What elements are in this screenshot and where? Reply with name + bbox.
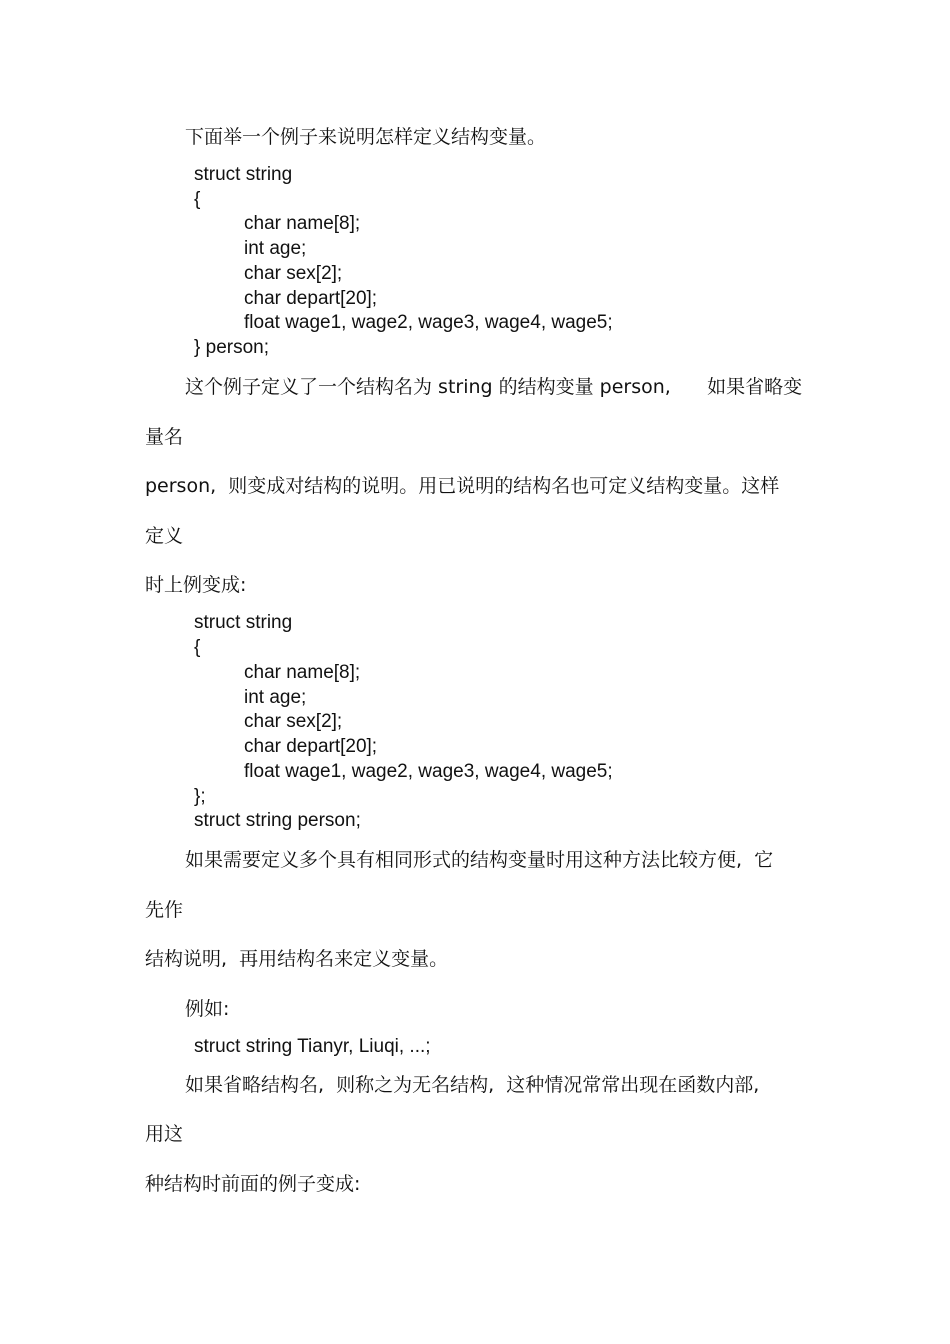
paragraph-line: 如果省略结构名, 则称之为无名结构, 这种情况常常出现在函数内部, [185, 1074, 760, 1096]
code-line: }; [194, 786, 206, 807]
paragraph-line: 如果需要定义多个具有相同形式的结构变量时用这种方法比较方便, 它 [185, 849, 774, 871]
code-line: int age; [244, 238, 307, 259]
intro-text: 下面举一个例子来说明怎样定义结构变量。 [185, 126, 547, 148]
code-line: struct string person; [194, 810, 361, 831]
code-line: char name[8]; [244, 213, 361, 234]
code-line: char sex[2]; [244, 263, 343, 284]
code-line: char name[8]; [244, 662, 361, 683]
code-line: float wage1, wage2, wage3, wage4, wage5; [244, 761, 613, 782]
paragraph-line: 用这 [145, 1123, 184, 1145]
paragraph-line: 定义 [145, 525, 184, 547]
code-line: char sex[2]; [244, 711, 343, 732]
paragraph-line: 先作 [145, 899, 184, 921]
code-line: float wage1, wage2, wage3, wage4, wage5; [244, 312, 613, 333]
example-label: 例如: [185, 998, 230, 1020]
code-line: char depart[20]; [244, 288, 378, 309]
code-line: struct string [194, 612, 293, 633]
code-line: struct string Tianyr, Liuqi, ...; [194, 1036, 431, 1057]
paragraph-line: 时上例变成: [145, 574, 247, 596]
code-line: { [194, 189, 201, 210]
code-line: } person; [194, 337, 269, 358]
code-line: struct string [194, 164, 293, 185]
paragraph-line: 结构说明, 再用结构名来定义变量。 [145, 948, 449, 970]
paragraph-line: 这个例子定义了一个结构名为 string 的结构变量 person, 如果省略变 [185, 376, 803, 398]
paragraph-line: 量名 [145, 426, 184, 448]
paragraph-line: 种结构时前面的例子变成: [145, 1173, 361, 1195]
code-line: int age; [244, 687, 307, 708]
paragraph-line: person, 则变成对结构的说明。用已说明的结构名也可定义结构变量。这样 [145, 475, 780, 497]
code-line: { [194, 637, 201, 658]
code-line: char depart[20]; [244, 736, 378, 757]
